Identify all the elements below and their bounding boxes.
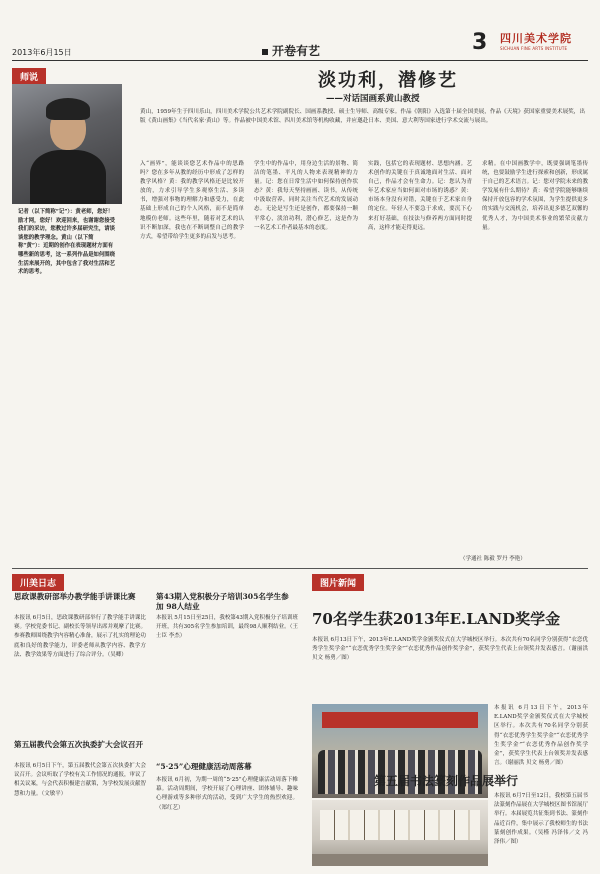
exhibition-floor <box>312 854 488 866</box>
exhibition-body: 本报讯 6月7日至12日，我校第五届书法篆刻作品展在大学城校区图书馆展厅举行。本届展览共征集到书法、篆刻作品近百件，集中展示了我校师生的书法篆刻创作成果。（吴槿 冯泽伟／文 冯泽伟／图） <box>494 793 588 846</box>
news-body-2: 本报讯 6月5日下午，第五届教代会第五次执委扩大会议召开。会议听取了学校有关工作情况的通报，审议了相关议案，与会代表积极建言献策，为学校发展贡献智慧和力量。（文敏平） <box>14 763 146 797</box>
section-title <box>262 42 320 59</box>
section-title-text: 开卷有艺 <box>272 44 321 58</box>
exhibition-frames <box>320 810 480 840</box>
feature-byline: （学通社 陈毅 罗丹 李艳） <box>460 556 526 562</box>
section-divider <box>12 568 588 569</box>
header-rule <box>12 60 588 61</box>
interview-intro: 记者（以下简称“记”）：黄老师，您好！励才网，您好！欢迎回来，也谢谢您接受我们的采访，您教过许多届研究生，请谈谈您的教学理念。黄山（以下简称“黄”）：近期的创作在表现题材方面有哪些新的思考，这一系列作品是如何围绕生活来展开的，其中包含了我对生活和艺术的思考。 <box>18 209 116 276</box>
logo-english: SICHUAN FINE ARTS INSTITUTE <box>500 46 568 51</box>
article-column-1: 入“画界”，能谈谈您艺术作品中的思路吗？您在多年从教的经历中形成了怎样的教学风格？黄：我的教学风格还是比较开放的，力求引导学生多观察生活、多读书，增强对事物的理解力和感受力，在此基础上形成自己的个人风格，而不是简单地模仿老师。这些年里，随着对艺术的认识不断加深，我也在不断调整自己的教学方式，希望带给学生更多的启发与思考。 <box>140 161 244 240</box>
exhibition-body-top: 本报讯 6月13日下午，2013年E.LAND奖学金颁奖仪式在大学城校区举行。本次共有70名同学分别获得“衣恋优秀学生奖学金”“衣恋优秀学生奖学金”“衣恋优秀作品创作奖学金”，获奖学生代表上台领奖并发表感言。（谢丽洪 贝文 杨勇／图） <box>494 705 588 767</box>
news-headline-4: “5·25”心理健康活动周落幕 <box>156 762 252 771</box>
logo-chinese: 四川美术学院 <box>500 32 572 45</box>
news-body-1: 本报讯 6月5日，思政课教研部举行了教学能手讲课比赛。学校党委书记、副校长等领导出席并观摩了比赛。参赛教师围绕教学内容精心准备，展示了扎实的理论功底和良好的教学能力，评委老师从教学内容、教学方法、教学效果等方面进行了综合评分。（吴卿） <box>14 615 146 658</box>
ceremony-banner <box>322 712 478 728</box>
news-tag: 川美日志 <box>12 574 64 591</box>
scholarship-headline: 70名学生获2013年E.LAND奖学金 <box>312 610 561 628</box>
calligraphy-exhibition-photo <box>312 800 488 866</box>
article-column-4: 求精。在中国画教学中，既要强调笔墨传统，也要鼓励学生进行探索和创新，形成属于自己的艺术语言。记：您对学院未来的教学发展有什么期待？黄：希望学院能够继续保持开放包容的学术氛围，为学生提供更多的实践与交流机会，培养出更多德艺双馨的优秀人才，为中国美术事业的繁荣贡献力量。 <box>482 161 588 231</box>
feature-subheadline: ——对话国画系黄山教授 <box>326 94 420 104</box>
news-body-4: 本报讯 6月初，为期一周的“5·25”心理健康活动周落下帷幕。活动周期间，学校开展了心理讲座、团体辅导、趣味心理游戏等多种形式的活动，受到广大学生的热烈欢迎。（郑红艺） <box>156 777 298 811</box>
portrait-body <box>30 150 106 204</box>
issue-date: 2013年6月15日 <box>12 48 72 57</box>
page-header <box>0 0 600 62</box>
exhibition-headline: 第五届书法篆刻作品展举行 <box>374 774 519 788</box>
news-body-3: 本报讯 5月15日至25日，我校第43期入党积极分子培训班开班，共有305名学生参加培训，最终98人顺利结业。（王士臣 李杰） <box>156 615 298 640</box>
scholarship-body: 本报讯 6月13日下午，2013年E.LAND奖学金颁奖仪式在大学城校区举行。本次共有70名同学分别获得“衣恋优秀学生奖学金”“衣恋优秀学生奖学金”“衣恋优秀作品创作奖学金”，获奖学生代表上台领奖并发表感言。（谢丽洪 贝文 杨勇／图） <box>312 637 588 662</box>
masthead-logo <box>500 30 588 52</box>
news-headline-2: 第五届教代会第五次执委扩大会议召开 <box>14 740 144 749</box>
feature-headline: 淡功利，潜修艺 <box>318 70 458 91</box>
article-column-3: 实践，包括它的表现题材、思想内涵。艺术创作的关键在于真诚地面对生活、面对自己，作品才会有生命力。记：您认为青年艺术家应当如何面对市场的诱惑？黄：市场本身没有对错，关键在于艺术家自身的定位。年轻人不要急于求成，要沉下心来打好基础，在技法与修养两方面同时提高，这样才能走得更远。 <box>368 161 472 231</box>
feature-tag: 师说 <box>12 68 46 85</box>
portrait-hair <box>46 98 90 120</box>
photo-news-tag: 图片新闻 <box>312 574 364 591</box>
news-headline-3: 第43期入党积极分子培训305名学生参加 98人结业 <box>156 592 289 611</box>
article-column-2: 学生中的作品中，用身边生活的景物、简洁的笔墨、平凡的人物来表现精神的力量。记：您在日常生活中如何保持创作状态？黄：我每天坚持画画、读书，从传统中汲取营养，同时关注当代艺术的发展动态。无论是写生还是创作，都要保持一颗平常心，淡泊功利，潜心修艺，这是作为一名艺术工作者最基本的态度。 <box>254 161 358 231</box>
author-bio: 黄山，1959年生于四川乐山，四川美术学院公共艺术学院副院长、国画系教授、硕士生导师、高级专家。作品《朝阳》入选第十届全国美展，作品《天境》获国家重要美术展奖，出版《黄山画集》《当代名家·黄山》等。作品被中国美术馆、四川美术馆等机构收藏，并应邀赴日本、美国、意大利等国家进行学术交流与展出。 <box>140 109 585 124</box>
page-number: 3 <box>472 30 488 55</box>
news-headline-1: 思政课教研部举办教学能手讲课比赛 <box>14 592 136 601</box>
portrait-photo <box>12 84 122 204</box>
square-bullet-icon <box>262 49 268 55</box>
